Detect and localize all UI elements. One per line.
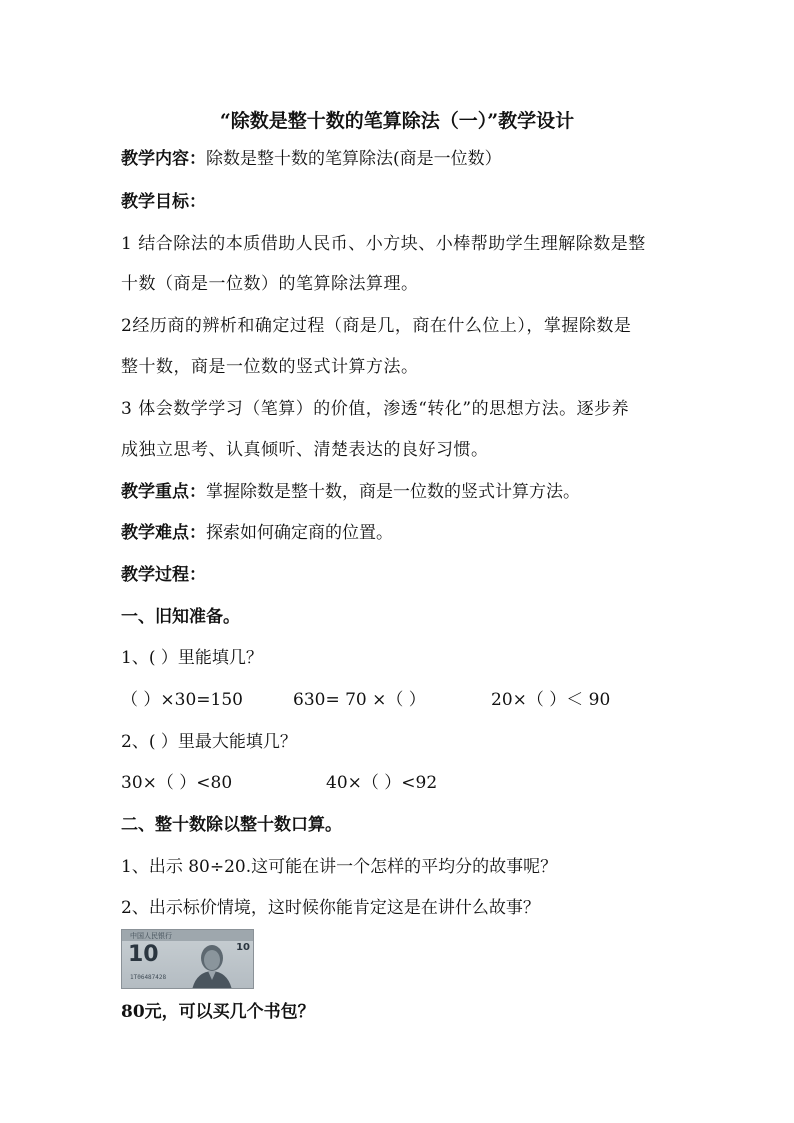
goal-1-line-1: 1 结合除法的本质借助人民币、小方块、小棒帮助学生理解除数是整 — [121, 234, 646, 254]
goal-1-line-2: 十数（商是一位数）的笔算除法算理。 — [121, 274, 419, 294]
q1-expr-1: （ ）×30=150 — [121, 690, 243, 710]
q1-expr-3: 20×（ ）＜ 90 — [491, 690, 611, 710]
banknote-denomination-corner: 10 — [236, 942, 250, 953]
section1-q1-expressions — [121, 689, 610, 711]
difficult-point-line — [121, 522, 393, 544]
goals-label: 教学目标： — [121, 192, 206, 212]
key-point-text: 掌握除数是整十数，商是一位数的竖式计算方法。 — [206, 482, 580, 502]
section1-q2-expressions — [121, 772, 437, 794]
goal-2-line-2: 整十数，商是一位数的竖式计算方法。 — [121, 357, 419, 377]
goal-3-line-2: 成独立思考、认真倾听、清楚表达的良好习惯。 — [121, 440, 489, 460]
section1-heading: 一、旧知准备。 — [121, 607, 240, 627]
difficult-point-label: 教学难点： — [121, 523, 206, 543]
goal-2-line-1: 2经历商的辨析和确定过程（商是几，商在什么位上），掌握除数是 — [121, 316, 632, 336]
document-title: “除数是整十数的笔算除法（一）”教学设计 — [219, 110, 575, 132]
section1-question-1: 1、( ）里能填几？ — [121, 648, 263, 668]
banknote-image — [121, 929, 254, 989]
content-line — [121, 148, 502, 170]
banknote-denomination: 10 — [128, 942, 159, 967]
section2-step-1: 1、出示 80÷20.这可能在讲一个怎样的平均分的故事呢？ — [121, 857, 558, 877]
key-point-label: 教学重点： — [121, 482, 206, 502]
goal-3-line-1: 3 体会数学学习（笔算）的价值，渗透“转化”的思想方法。逐步养 — [121, 399, 630, 419]
content-text: 除数是整十数的笔算除法(商是一位数） — [206, 149, 502, 169]
section2-heading: 二、整十数除以整十数口算。 — [121, 815, 342, 835]
banknote-portrait-icon — [186, 940, 238, 989]
section1-question-2: 2、( ）里最大能填几？ — [121, 732, 297, 752]
content-label: 教学内容： — [121, 149, 206, 169]
section2-question: 80元，可以买几个书包？ — [121, 1002, 315, 1022]
process-label: 教学过程： — [121, 565, 206, 585]
key-point-line — [121, 481, 580, 503]
difficult-point-text: 探索如何确定商的位置。 — [206, 523, 393, 543]
q1-expr-2: 630= 70 ×（ ） — [293, 690, 426, 710]
section2-step-2: 2、出示标价情境，这时候你能肯定这是在讲什么故事？ — [121, 898, 540, 918]
q2-expr-2: 40×（ ）<92 — [326, 773, 438, 793]
q2-expr-1: 30×（ ）<80 — [121, 773, 233, 793]
banknote-header: 中国人民银行 — [130, 932, 172, 940]
banknote-serial: 1T06487428 — [130, 974, 167, 981]
